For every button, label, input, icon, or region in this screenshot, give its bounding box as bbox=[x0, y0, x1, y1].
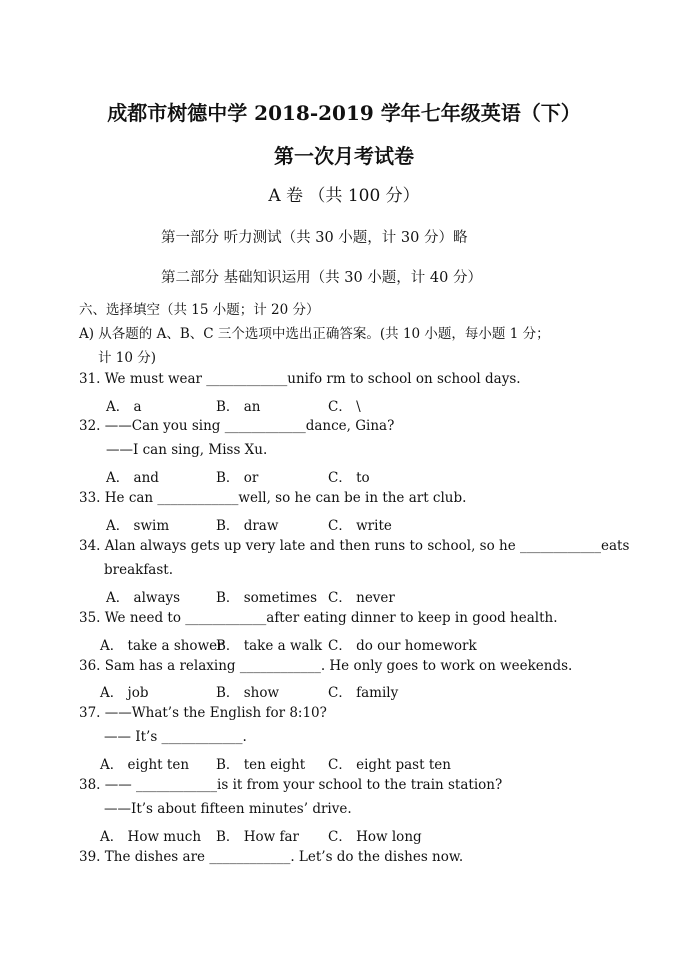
option-a: A． How much bbox=[100, 829, 202, 845]
section-heading: 六、选择填空（共 15 小题；计 20 分） bbox=[79, 302, 320, 318]
option-c: C． eight past ten bbox=[328, 757, 451, 773]
question-37: 37. ——What’s the English for 8:10? bbox=[79, 705, 327, 721]
option-c: C． do our homework bbox=[328, 638, 477, 654]
exam-subtitle: 第一次月考试卷 bbox=[274, 144, 414, 168]
question-34: 34. Alan always gets up very late and then runs to school, so he ____________eats bbox=[79, 538, 630, 554]
section-instruction: A) 从各题的 A、B、C 三个选项中选出正确答案。(共 10 小题，每小题 1 分； bbox=[79, 326, 550, 342]
section-instruction-cont: 计 10 分) bbox=[98, 350, 157, 366]
part-one-heading: 第一部分 听力测试（共 30 小题，计 30 分）略 bbox=[161, 230, 468, 246]
option-b: B． ten eight bbox=[216, 757, 306, 773]
option-b: B． or bbox=[216, 470, 259, 486]
option-c: C． \ bbox=[328, 399, 361, 415]
option-a: A． and bbox=[106, 470, 159, 486]
option-a: A． eight ten bbox=[100, 757, 190, 773]
question-32-dialog: ——I can sing, Miss Xu. bbox=[106, 442, 268, 458]
question-34-cont: breakfast. bbox=[104, 562, 174, 578]
exam-title: 成都市树德中学 2018-2019 学年七年级英语（下） bbox=[107, 101, 581, 125]
question-33: 33. He can ____________well, so he can be in the art club. bbox=[79, 490, 467, 506]
option-a: A． take a shower bbox=[100, 638, 224, 654]
option-b: B． show bbox=[216, 685, 280, 701]
option-a: A． always bbox=[106, 590, 181, 606]
option-b: B． take a walk bbox=[216, 638, 323, 654]
option-b: B． sometimes bbox=[216, 590, 318, 606]
option-b: B． an bbox=[216, 399, 261, 415]
question-37-dialog: —— It’s ____________. bbox=[104, 729, 247, 745]
option-c: C． to bbox=[328, 470, 370, 486]
paper-a-heading: A 卷 （共 100 分） bbox=[268, 186, 420, 206]
question-32: 32. ——Can you sing ____________dance, Gina? bbox=[79, 418, 395, 434]
part-two-heading: 第二部分 基础知识运用（共 30 小题，计 40 分） bbox=[161, 270, 482, 286]
option-a: A． a bbox=[106, 399, 142, 415]
option-c: C． How long bbox=[328, 829, 422, 845]
option-c: C． write bbox=[328, 518, 392, 534]
question-31: 31. We must wear ____________unifo rm to school on school days. bbox=[79, 371, 521, 387]
question-36: 36. Sam has a relaxing ____________. He only goes to work on weekends. bbox=[79, 658, 573, 674]
question-35: 35. We need to ____________after eating dinner to keep in good health. bbox=[79, 610, 558, 626]
option-a: A． swim bbox=[106, 518, 170, 534]
option-b: B． How far bbox=[216, 829, 299, 845]
option-c: C． never bbox=[328, 590, 395, 606]
question-38: 38. —— ____________is it from your school to the train station? bbox=[79, 777, 503, 793]
question-38-dialog: ——It’s about fifteen minutes’ drive. bbox=[104, 801, 352, 817]
option-b: B． draw bbox=[216, 518, 279, 534]
option-c: C． family bbox=[328, 685, 399, 701]
question-39: 39. The dishes are ____________. Let’s do the dishes now. bbox=[79, 849, 464, 865]
option-a: A． job bbox=[100, 685, 149, 701]
